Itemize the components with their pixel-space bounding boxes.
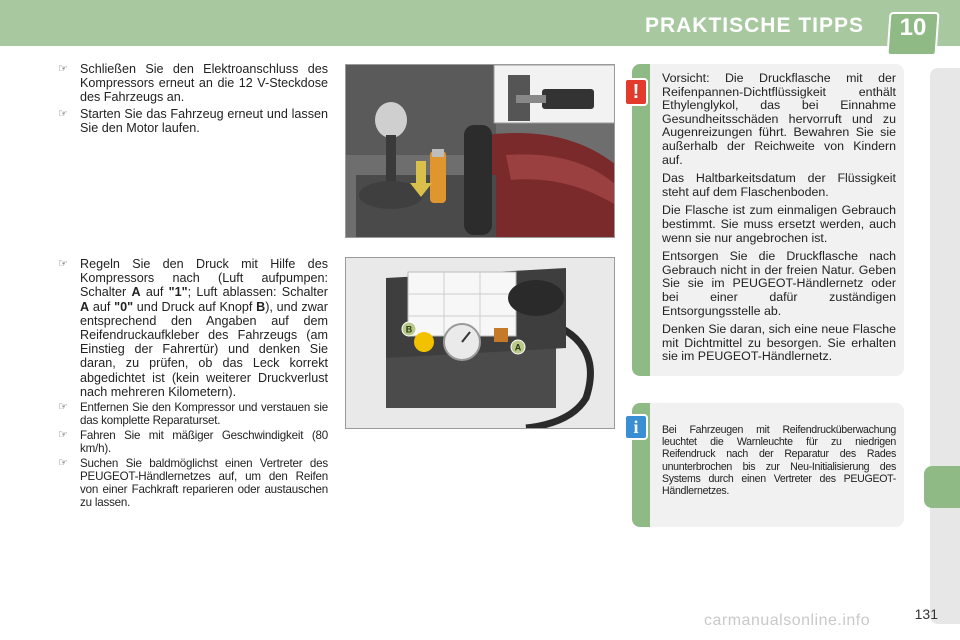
info-text: Bei Fahrzeugen mit Reifendrucküberwachung leuchtet die Warnleuchte für zu niedrigen Reifendruck nach der Reparatur des Rades ununterbrochen bis zur Neu-Initialisierung des Systems durch einen Vertreter des PEUGEOT-Händlernetzes. <box>662 424 896 498</box>
page-title: PRAKTISCHE TIPPS <box>644 14 864 37</box>
photo-car-interior <box>345 64 615 238</box>
page-number: 131 <box>914 606 938 622</box>
instruction-text: Starten Sie das Fahrzeug erneut und lassen Sie den Motor laufen. <box>80 106 328 135</box>
instruction-item <box>58 257 328 399</box>
instruction-text: Suchen Sie baldmöglichst einen Vertreter des PEUGEOT-Händlernetzes auf, um den Reifen von einer Fachkraft reparieren oder austauschen zu lassen. <box>80 457 328 510</box>
side-navigation-strip <box>930 68 960 624</box>
warning-paragraph: Entsorgen Sie die Druckflasche nach Gebrauch nicht in der freien Natur. Geben Sie sie im PEUGEOT-Händlernetz oder bei einer dafür zuständigen Entsorgungsstelle ab. <box>662 249 896 318</box>
pointing-hand-icon: ☞ <box>58 63 68 75</box>
watermark-text: carmanualsonline.info <box>704 612 871 629</box>
instruction-text: Schließen Sie den Elektroanschluss des Kompressors erneut an die 12 V-Steckdose des Fahrzeugs an. <box>80 62 328 105</box>
warning-paragraph: Vorsicht: Die Druckflasche mit der Reifenpannen-Dichtflüssigkeit enthält Ethylenglykol, das bei Einnahme Gesundheitsschäden hervorruft und zu Augenreizungen führt. Bewahren Sie sie außerhalb der Reichweite von Kindern auf. <box>662 71 896 167</box>
button-b-label: B <box>256 299 266 314</box>
instruction-item <box>58 401 328 427</box>
instruction-item <box>58 429 328 455</box>
pointing-hand-icon: ☞ <box>58 107 68 120</box>
compressor-illustration <box>346 258 615 429</box>
pointing-hand-icon: ☞ <box>58 457 68 470</box>
switch-a-label: A <box>131 285 141 300</box>
pointing-hand-icon: ☞ <box>58 401 68 414</box>
instruction-text: Fahren Sie mit mäßiger Geschwindigkeit (80 km/h). <box>80 429 328 456</box>
compressor-label-b: B <box>405 324 413 335</box>
compressor-label-a: A <box>514 342 522 353</box>
warning-paragraph: Das Haltbarkeitsdatum der Flüssigkeit steht auf dem Flaschenboden. <box>662 171 896 199</box>
chapter-number: 10 <box>899 14 927 41</box>
info-i-icon: i <box>624 414 648 440</box>
warning-exclamation-icon: ! <box>624 78 648 106</box>
instructions-group-1 <box>58 62 328 137</box>
warning-paragraph: Die Flasche ist zum einmaligen Gebrauch bestimmt. Sie muss ersetzt werden, auch wenn sie nur angebrochen ist. <box>662 203 896 245</box>
instructions-group-2 <box>58 257 328 511</box>
instruction-item <box>58 62 328 105</box>
photo-compressor <box>345 257 615 429</box>
pointing-hand-icon: ☞ <box>58 258 68 270</box>
instruction-text: Entfernen Sie den Kompressor und verstauen sie das komplette Reparaturset. <box>80 401 328 428</box>
car-interior-illustration <box>346 65 615 238</box>
instruction-item <box>58 457 328 509</box>
instruction-text: Regeln Sie den Druck mit Hilfe des Kompressors nach (Luft aufpumpen: Schalter A auf "1"; Luft ablassen: Schalter A auf "0" und Druck auf Knopf B), und zwar entsprechend den Angaben auf dem Reifendruckaufkleber des Fahrzeugs (am Einstieg der Fahrertür) und denken Sie daran, zu prüfen, ob das Leck korrekt abgedichtet ist (kein weiterer Druckverlust nach mehreren Kilometern). <box>80 257 329 399</box>
instruction-item <box>58 107 328 135</box>
switch-a-label: A <box>80 299 90 314</box>
pointing-hand-icon: ☞ <box>58 429 68 442</box>
warning-paragraph: Denken Sie daran, sich eine neue Flasche mit Dichtmittel zu besorgen. Sie erhalten sie im PEUGEOT-Händlernetz. <box>662 322 896 364</box>
setting-zero-label: "0" <box>114 299 134 314</box>
setting-one-label: "1" <box>168 285 188 300</box>
side-tab-active-chapter[interactable] <box>924 466 960 508</box>
warning-text <box>662 72 896 369</box>
